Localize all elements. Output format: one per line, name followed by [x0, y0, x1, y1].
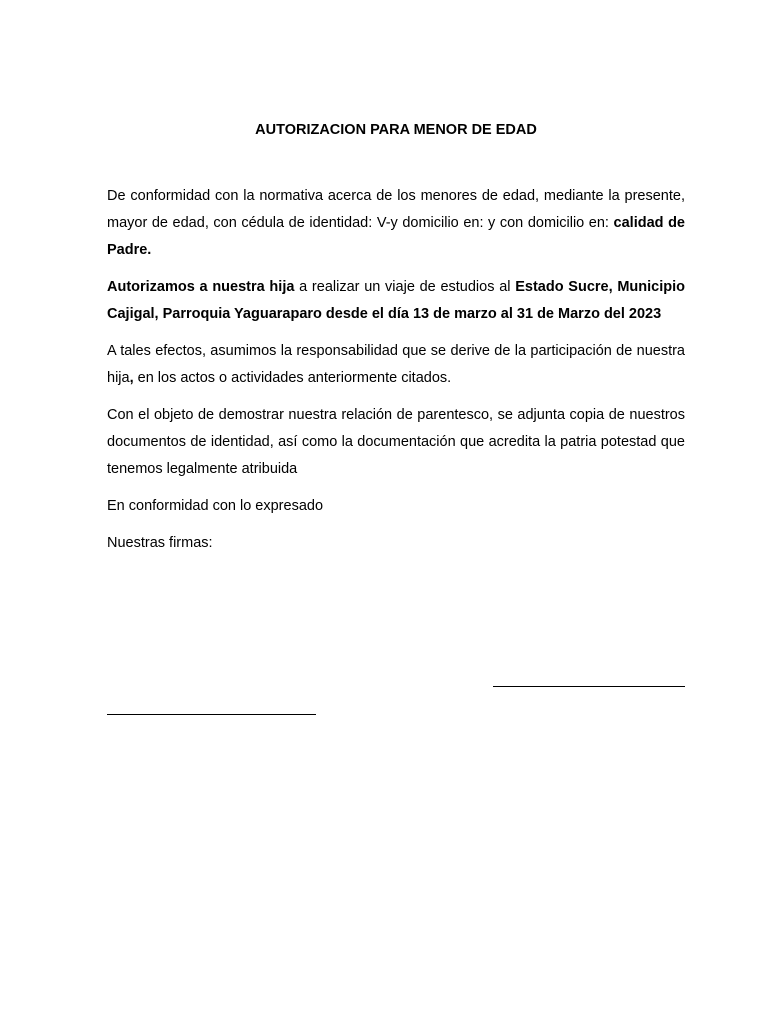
paragraph-conformity-text: De conformidad con la normativa acerca de los menores de edad, mediante la presente, mayor de edad, con cédula de identidad: V-y domicilio en: y con domicilio en:	[107, 188, 685, 231]
paragraph-kinship: Con el objeto de demostrar nuestra relación de parentesco, se adjunta copia de nuestros documentos de identidad, así como la documentación que acredita la patria potestad que tenemos legalmente atribuida	[107, 407, 685, 477]
paragraph-responsibility-text-1: A tales efectos, asumimos la responsabilidad que se derive de la participación de nuestra hija	[107, 343, 685, 386]
document-body	[107, 183, 685, 567]
paragraph-conformity	[107, 183, 685, 264]
paragraph-authorization-bold-place: Estado Sucre, Municipio Cajigal, Parroquia Yaguaraparo desde el día 13 de marzo al 31 de Marzo del 2023	[107, 279, 685, 322]
signature-line-right	[493, 686, 685, 687]
paragraph-authorization	[107, 274, 685, 328]
paragraph-conformity-bold: calidad de Padre.	[107, 215, 685, 258]
document-title: AUTORIZACION PARA MENOR DE EDAD	[255, 122, 537, 138]
paragraph-agreement: En conformidad con lo expresado	[107, 498, 324, 514]
paragraph-responsibility	[107, 338, 685, 392]
paragraph-signatures-label: Nuestras firmas:	[107, 535, 213, 551]
paragraph-responsibility-comma: ,	[129, 370, 134, 386]
paragraph-authorization-bold-lead: Autorizamos a nuestra hija	[107, 279, 295, 295]
paragraph-authorization-text: a realizar un viaje de estudios al	[294, 279, 516, 295]
paragraph-responsibility-text-2: en los actos o actividades anteriormente citados.	[133, 370, 452, 386]
signature-line-left	[107, 714, 316, 715]
